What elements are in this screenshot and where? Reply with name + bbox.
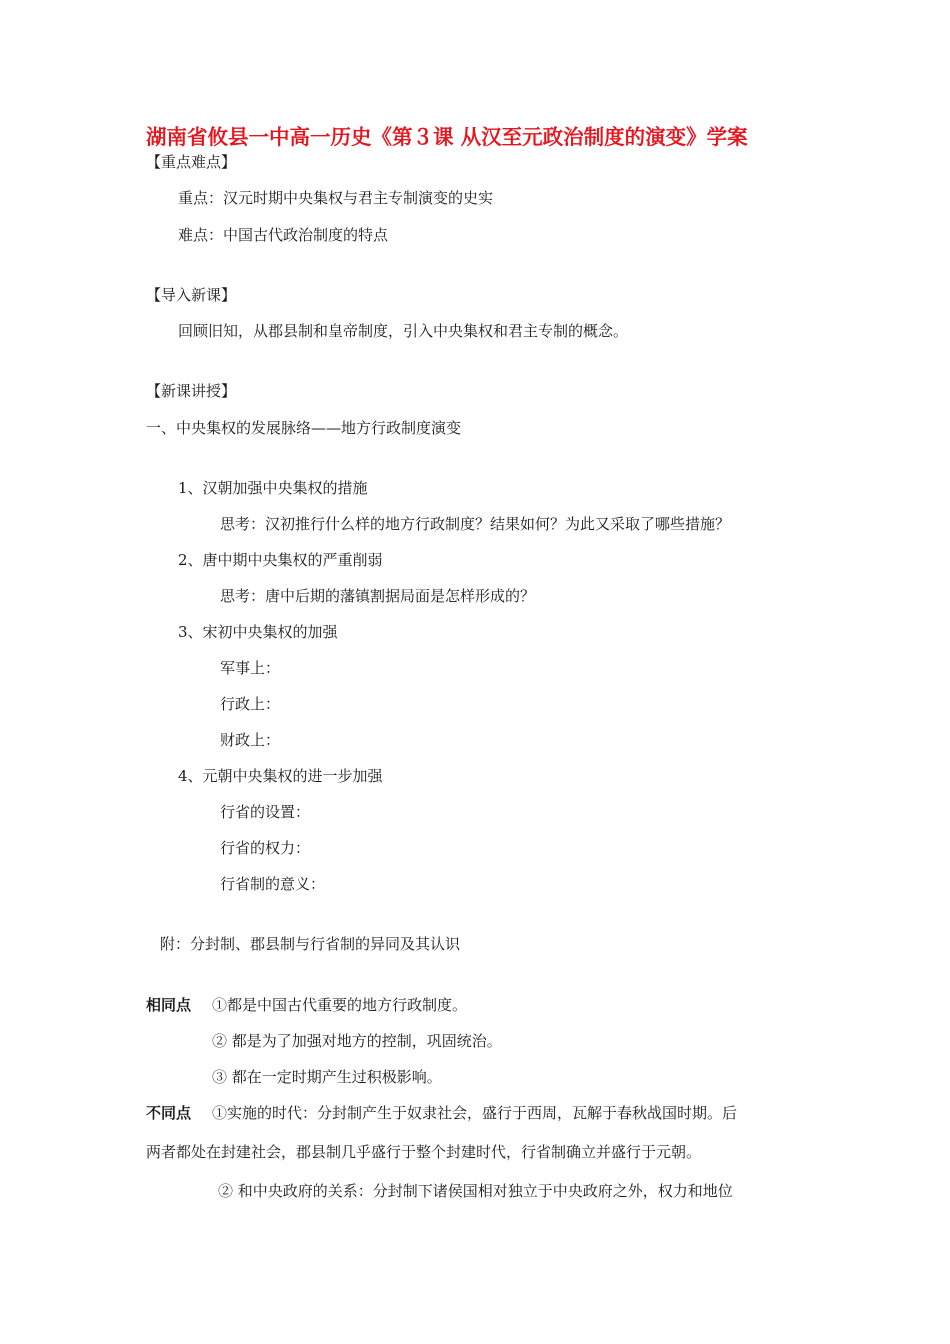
lesson-part-1: 一、中央集权的发展脉络——地方行政制度演变 [146, 419, 462, 437]
document-title: 湖南省攸县一中高一历史《第３课 从汉至元政治制度的演变》学案 [146, 125, 748, 149]
lesson-item-1: 1、汉朝加强中央集权的措施 [178, 479, 368, 497]
intro-text: 回顾旧知，从郡县制和皇帝制度，引入中央集权和君主专制的概念。 [178, 322, 629, 340]
appendix-heading: 附：分封制、郡县制与行省制的异同及其认识 [160, 935, 461, 953]
focus-text: 重点：汉元时期中央集权与君主专制演变的史实 [178, 189, 494, 207]
diff-row-1 [146, 1103, 737, 1123]
same-row-1 [146, 995, 467, 1015]
lesson-item-2-think: 思考：唐中后期的藩镇割据局面是怎样形成的？ [220, 587, 536, 605]
lesson-item-2: 2、唐中期中央集权的严重削弱 [178, 551, 383, 569]
lesson-item-3: 3、宋初中央集权的加强 [178, 623, 338, 641]
lesson-item-4-setup: 行省的设置： [220, 803, 311, 821]
intro-heading: 【导入新课】 [146, 286, 237, 304]
same-point-3: ③ 都在一定时期产生过积极影响。 [212, 1068, 442, 1086]
lesson-item-3-finance: 财政上： [220, 731, 281, 749]
diff-point-1a: ①实施的时代：分封制产生于奴隶社会，盛行于西周，瓦解于春秋战国时期。后 [212, 1104, 738, 1122]
lesson-item-4: 4、元朝中央集权的进一步加强 [178, 767, 383, 785]
lesson-item-1-think: 思考：汉初推行什么样的地方行政制度？结果如何？为此又采取了哪些措施？ [220, 515, 731, 533]
key-points-heading: 【重点难点】 [146, 153, 237, 171]
lesson-item-4-power: 行省的权力： [220, 839, 311, 857]
same-point-2: ② 都是为了加强对地方的控制，巩固统治。 [212, 1032, 502, 1050]
lesson-heading: 【新课讲授】 [146, 382, 237, 400]
lesson-item-3-military: 军事上： [220, 659, 281, 677]
diff-label: 不同点 [146, 1104, 192, 1122]
diff-point-1b: 两者都处在封建社会，郡县制几乎盛行于整个封建时代，行省制确立并盛行于元朝。 [146, 1143, 702, 1161]
difficulty-text: 难点：中国古代政治制度的特点 [178, 226, 389, 244]
same-label: 相同点 [146, 996, 192, 1014]
lesson-item-3-admin: 行政上： [220, 695, 281, 713]
lesson-item-4-meaning: 行省制的意义： [220, 875, 326, 893]
same-point-1: ①都是中国古代重要的地方行政制度。 [212, 996, 468, 1014]
diff-point-2: ② 和中央政府的关系：分封制下诸侯国相对独立于中央政府之外，权力和地位 [218, 1182, 733, 1200]
